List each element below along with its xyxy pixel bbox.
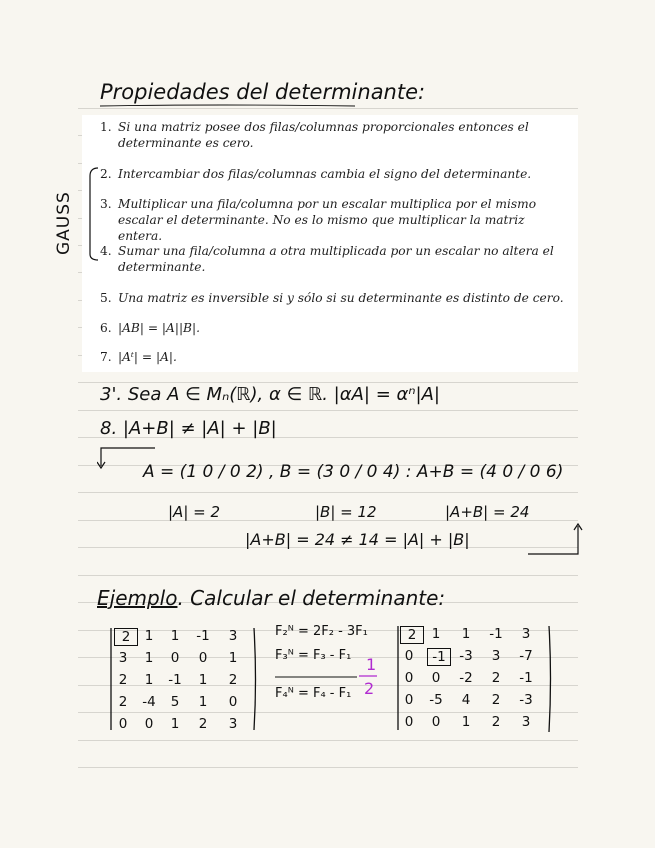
matrix-cell: 1 bbox=[431, 626, 441, 642]
matrix-cell: 3 bbox=[491, 648, 501, 664]
matrix-cell: 3 bbox=[228, 628, 238, 644]
matrix-cell: -4 bbox=[142, 694, 156, 710]
matrix-cell: -1 bbox=[168, 672, 182, 688]
property-2: 2. Intercambiar dos filas/columnas cambia el signo del determinante. bbox=[100, 167, 532, 181]
matrix-cell: 1 bbox=[198, 694, 208, 710]
row-op-1: F₂ᴺ = 2F₂ - 3F₁ bbox=[275, 624, 368, 639]
page-title: Propiedades del determinante: bbox=[100, 80, 426, 104]
conclusion: |A+B| = 24 ≠ 14 = |A| + |B| bbox=[245, 530, 470, 549]
gauss-note: GAUSS bbox=[54, 191, 74, 255]
matrix-cell: -5 bbox=[429, 692, 443, 708]
det-a-plus-b: |A+B| = 24 bbox=[445, 503, 530, 521]
matrix-cell: 0 bbox=[198, 650, 208, 666]
matrix-cell: 0 bbox=[170, 650, 180, 666]
row-op-3: F₄ᴺ = F₄ - F₁ bbox=[275, 686, 352, 701]
matrix-cell: 3 bbox=[521, 626, 531, 642]
row-op-2: F₃ᴺ = F₃ - F₁ bbox=[275, 648, 352, 663]
fraction-numerator: 1 bbox=[366, 655, 377, 674]
fraction-bar bbox=[359, 675, 379, 678]
matrix-cell: 1 bbox=[144, 650, 154, 666]
det-b: |B| = 12 bbox=[315, 503, 377, 521]
matrix-cell: 2 bbox=[400, 626, 424, 644]
matrix-cell: 0 bbox=[228, 694, 238, 710]
matrix-cell: -1 bbox=[489, 626, 503, 642]
matrix-cell: 0 bbox=[404, 648, 414, 664]
matrix-cell: -1 bbox=[519, 670, 533, 686]
property-6: 6. |AB| = |A||B|. bbox=[100, 321, 200, 335]
matrix-cell: 2 bbox=[114, 628, 138, 646]
matrix-cell: 3 bbox=[118, 650, 128, 666]
matrix-cell: 2 bbox=[118, 672, 128, 688]
note-line-8: 8. |A+B| ≠ |A| + |B| bbox=[100, 418, 277, 439]
matrix-cell: -3 bbox=[519, 692, 533, 708]
matrix-cell: 0 bbox=[431, 670, 441, 686]
matrix-cell: 1 bbox=[170, 716, 180, 732]
matrix-cell: -1 bbox=[427, 648, 451, 666]
matrix-cell: 0 bbox=[404, 670, 414, 686]
det-a: |A| = 2 bbox=[168, 503, 221, 521]
property-1: 1. Si una matriz posee dos filas/columnas proporcionales entonces el determinante es cero. bbox=[100, 120, 529, 150]
matrix-right bbox=[395, 622, 555, 736]
matrix-cell: 2 bbox=[198, 716, 208, 732]
matrix-cell: 2 bbox=[491, 692, 501, 708]
ejemplo-label: Ejemplo bbox=[97, 586, 178, 610]
property-7: 7. |Aᵗ| = |A|. bbox=[100, 350, 177, 364]
op-divider bbox=[275, 676, 360, 679]
matrix-cell: 1 bbox=[170, 628, 180, 644]
matrix-cell: -3 bbox=[459, 648, 473, 664]
matrix-cell: -1 bbox=[196, 628, 210, 644]
matrix-cell: 1 bbox=[144, 628, 154, 644]
ejemplo-text: . Calcular el determinante: bbox=[177, 586, 446, 610]
matrix-left bbox=[108, 624, 258, 736]
matrix-cell: 3 bbox=[521, 714, 531, 730]
ejemplo-heading bbox=[97, 586, 445, 610]
note-line-3: 3'. Sea A ∈ Mₙ(ℝ), α ∈ ℝ. |αA| = αⁿ|A| bbox=[100, 384, 440, 405]
matrix-cell: 3 bbox=[228, 716, 238, 732]
matrix-cell: 2 bbox=[228, 672, 238, 688]
matrix-cell: 2 bbox=[491, 714, 501, 730]
matrix-cell: 1 bbox=[461, 626, 471, 642]
title-underline bbox=[100, 104, 355, 108]
property-3: 3. Multiplicar una fila/columna por un escalar multiplica por el mismo escalar el determinante. No es lo mismo que multiplicar la matriz entera. bbox=[100, 197, 537, 243]
matrix-cell: 0 bbox=[144, 716, 154, 732]
matrix-cell: 1 bbox=[228, 650, 238, 666]
example-matrices: A = (1 0 / 0 2) , B = (3 0 / 0 4) : A+B = (4 0 / 0 6) bbox=[143, 462, 564, 482]
gauss-brace bbox=[86, 166, 100, 262]
arrow-up-icon bbox=[526, 522, 586, 556]
matrix-cell: 2 bbox=[491, 670, 501, 686]
matrix-cell: 1 bbox=[198, 672, 208, 688]
property-4: 4. Sumar una fila/columna a otra multiplicada por un escalar no altera el determinante. bbox=[100, 244, 554, 274]
matrix-cell: 0 bbox=[118, 716, 128, 732]
matrix-cell: 0 bbox=[404, 714, 414, 730]
fraction-denominator: 2 bbox=[364, 679, 375, 698]
matrix-cell: 0 bbox=[431, 714, 441, 730]
matrix-cell: 0 bbox=[404, 692, 414, 708]
matrix-cell: 1 bbox=[144, 672, 154, 688]
matrix-cell: -2 bbox=[459, 670, 473, 686]
matrix-cell: 5 bbox=[170, 694, 180, 710]
matrix-cell: 1 bbox=[461, 714, 471, 730]
matrix-cell: -7 bbox=[519, 648, 533, 664]
property-5: 5. Una matriz es inversible si y sólo si su determinante es distinto de cero. bbox=[100, 291, 564, 305]
matrix-cell: 2 bbox=[118, 694, 128, 710]
matrix-cell: 4 bbox=[461, 692, 471, 708]
